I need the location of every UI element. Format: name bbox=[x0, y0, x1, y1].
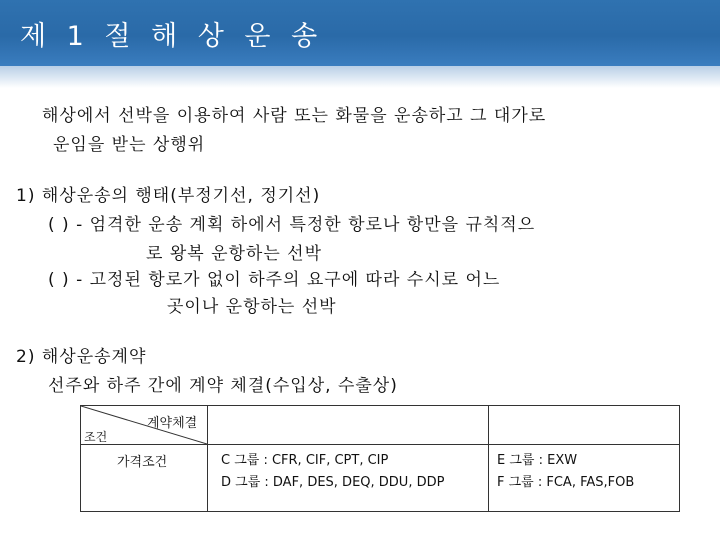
terms-table bbox=[80, 405, 680, 512]
title-bar bbox=[0, 0, 720, 66]
diagonal-header-cell bbox=[81, 406, 208, 445]
header-cell-empty-1 bbox=[208, 406, 489, 445]
d-group-text: D 그룹 : DAF, DES, DEQ, DDU, DDP bbox=[221, 475, 445, 490]
section1-item2-line1: ( ) - 고정된 항로가 없이 하주의 요구에 따라 수시로 어느 bbox=[48, 270, 501, 290]
table-row bbox=[81, 445, 680, 512]
table-header-row bbox=[81, 406, 680, 445]
definition-line-2: 운임을 받는 상행위 bbox=[53, 135, 206, 155]
row-label-cell bbox=[81, 445, 208, 512]
section1-item1-line2: 로 왕복 운항하는 선박 bbox=[146, 244, 323, 264]
section2-heading: 2) 해상운송계약 bbox=[16, 347, 147, 367]
e-group-text: E 그룹 : EXW bbox=[497, 453, 578, 468]
section1-heading: 1) 해상운송의 행태(부정기선, 정기선) bbox=[16, 186, 321, 206]
cd-group-cell bbox=[208, 445, 489, 512]
section2-subtext: 선주와 하주 간에 계약 체결(수입상, 수출상) bbox=[48, 376, 398, 396]
section1-item2-line2: 곳이나 운항하는 선박 bbox=[167, 297, 337, 317]
row-label: 가격조건 bbox=[117, 455, 168, 470]
header-top-label: 계약체결 bbox=[147, 416, 198, 431]
title-divider bbox=[0, 66, 720, 88]
page-title: 제 1 절 해 상 운 송 bbox=[20, 21, 324, 52]
section1-item1-line1: ( ) - 엄격한 운송 계획 하에서 특정한 항로나 항만을 규칙적으 bbox=[48, 215, 536, 235]
f-group-text: F 그룹 : FCA, FAS,FOB bbox=[497, 475, 635, 490]
header-bottom-label: 조건 bbox=[84, 430, 108, 444]
terms-table-wrapper bbox=[80, 405, 680, 512]
ef-group-cell bbox=[489, 445, 680, 512]
c-group-text: C 그룹 : CFR, CIF, CPT, CIP bbox=[221, 453, 389, 468]
header-cell-empty-2 bbox=[489, 406, 680, 445]
definition-line-1: 해상에서 선박을 이용하여 사람 또는 화물을 운송하고 그 대가로 bbox=[42, 106, 547, 126]
